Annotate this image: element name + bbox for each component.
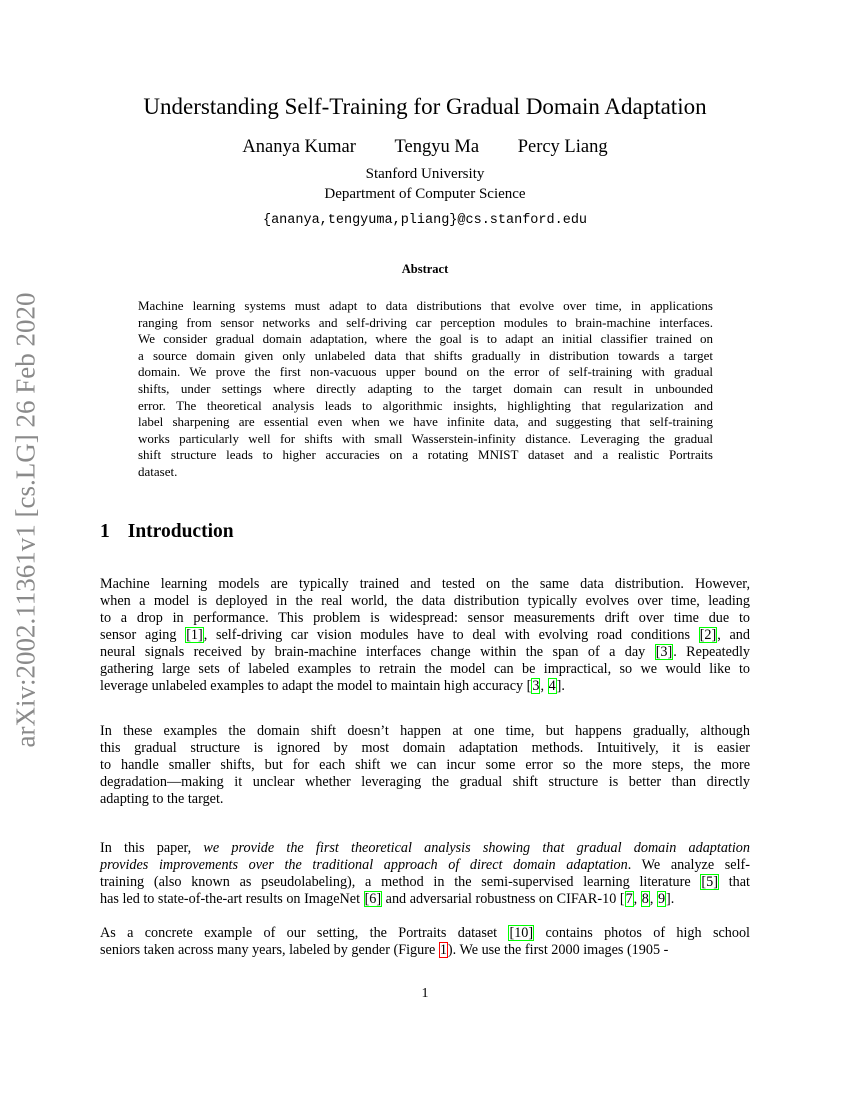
citation-link[interactable]: 4 — [548, 678, 556, 694]
text-line — [100, 739, 750, 757]
citation-link[interactable]: 7 — [625, 891, 633, 907]
text: In these examples the domain shift doesn’t happen at one time, but happens gradually, although — [100, 723, 750, 739]
text-line — [100, 890, 750, 908]
text-line — [100, 677, 750, 695]
paper-title: Understanding Self-Training for Gradual Domain Adaptation — [143, 94, 707, 119]
author: Tengyu Ma — [394, 137, 480, 157]
text: training (also known as pseudolabeling), a method in the semi-supervised learning literature — [100, 874, 701, 890]
text: that — [718, 874, 750, 890]
text-line — [100, 660, 750, 678]
text: sensor aging — [100, 627, 186, 643]
section-heading — [100, 521, 234, 543]
text: ). We use the first 2000 images (1905 - — [447, 942, 669, 958]
text-line — [100, 839, 750, 857]
text-line — [100, 592, 750, 610]
text: degradation—making it unclear whether leveraging the gradual shift structure is better than directly — [100, 774, 750, 790]
text: , — [540, 678, 548, 694]
text-line — [100, 722, 750, 740]
emphasized-text: provides improvements over the traditional approach of direct domain adaptation — [100, 857, 628, 873]
author: Ananya Kumar — [242, 137, 356, 157]
author-list — [0, 137, 850, 158]
section-title: Introduction — [127, 521, 234, 542]
abstract-line: works particularly well for shifts with small Wasserstein-infinity distance. Leveraging the gradual — [138, 430, 713, 446]
text-line — [100, 756, 750, 774]
text: neural signals received by brain-machine interfaces change within the span of a day — [100, 644, 655, 660]
text: adapting to the target. — [100, 791, 224, 807]
citation-link[interactable]: 8 — [641, 891, 649, 907]
citation-link[interactable]: 9 — [657, 891, 666, 907]
affiliation: Stanford University — [365, 166, 485, 182]
citation-link[interactable]: [2] — [699, 627, 717, 643]
text: Machine learning models are typically trained and tested on the same data distribution. However, — [100, 576, 750, 592]
text-line — [100, 856, 750, 874]
text: , self-driving car vision modules have to deal with evolving road conditions — [203, 627, 699, 643]
text: In this paper, — [100, 840, 204, 856]
citation-link[interactable]: [1] — [186, 627, 203, 643]
text-line — [100, 575, 750, 593]
text-line — [100, 626, 750, 644]
arxiv-identifier: arXiv:2002.11361v1 [cs.LG] 26 Feb 2020 — [10, 292, 41, 748]
citation-link[interactable]: [6] — [364, 891, 382, 907]
abstract-line: domain. We prove the first non-vacuous upper bound on the error of self-training with gradual — [138, 364, 713, 380]
text: , — [633, 891, 641, 907]
abstract-line: label sharpening are essential even when we have infinite data, and suggesting that self-training — [138, 414, 713, 430]
text: to handle smaller shifts, but for each shift we can incur some error so the more steps, the more — [100, 757, 750, 773]
figure-reference-link[interactable]: 1 — [439, 942, 447, 958]
emphasized-text: we provide the first theoretical analysis showing that gradual domain adaptation — [203, 840, 750, 856]
text: leverage unlabeled examples to adapt the model to maintain high accuracy [ — [100, 678, 532, 694]
abstract-heading: Abstract — [401, 262, 449, 276]
text: has led to state-of-the-art results on ImageNet — [100, 891, 364, 907]
text: As a concrete example of our setting, the Portraits dataset — [100, 925, 509, 941]
text: this gradual structure is ignored by most domain adaptation methods. Intuitively, it is easier — [100, 740, 750, 756]
abstract-line: error. The theoretical analysis leads to algorithmic insights, highlighting that regularization and — [138, 397, 713, 413]
text: seniors taken across many years, labeled by gender (Figure — [100, 942, 439, 958]
text: . We analyze self- — [627, 857, 750, 873]
citation-link[interactable]: 3 — [532, 678, 540, 694]
text-line — [100, 643, 750, 661]
page-number: 1 — [421, 986, 429, 1001]
text: contains photos of high school — [534, 925, 751, 941]
text: ]. — [556, 678, 565, 694]
abstract-line: ranging from sensor networks and self-driving car perception modules to brain-machine interfaces. — [138, 314, 713, 330]
abstract-line: We consider gradual domain adaptation, where the goal is to adapt an initial classifier trained on — [138, 331, 713, 347]
citation-link[interactable]: [10] — [509, 925, 534, 941]
abstract-line: a source domain given only unlabeled data that shifts gradually in distribution towards a target — [138, 347, 713, 363]
text: , — [649, 891, 657, 907]
citation-link[interactable]: [5] — [701, 874, 718, 890]
text-line — [100, 924, 750, 942]
abstract-line: shift structure leads to higher accuracies on a rotating MNIST dataset and a realistic Portraits — [138, 447, 713, 463]
abstract-line: dataset. — [138, 464, 178, 479]
text-line — [100, 873, 750, 891]
author: Percy Liang — [517, 137, 608, 157]
text: , and — [717, 627, 750, 643]
text: ]. — [666, 891, 675, 907]
department: Department of Computer Science — [324, 186, 526, 202]
section-number: 1 — [100, 521, 110, 542]
author-emails: {ananya,tengyuma,pliang}@cs.stanford.edu — [262, 213, 588, 228]
text-line — [100, 773, 750, 791]
text: gathering large sets of labeled examples to retrain the model can be impractical, so we would like to — [100, 661, 750, 677]
text: and adversarial robustness on CIFAR-10 [ — [382, 891, 625, 907]
citation-link[interactable]: [3] — [655, 644, 673, 660]
abstract-line: shifts, under settings where directly adapting to the target domain can result in unbounded — [138, 381, 713, 396]
text: . Repeatedly — [673, 644, 750, 660]
abstract-line: Machine learning systems must adapt to data distributions that evolve over time, in applications — [138, 298, 713, 313]
text: to a drop in performance. This problem is widespread: sensor measurements drift over time due to — [100, 610, 750, 626]
text-line — [100, 941, 750, 959]
text: when a model is deployed in the real world, the data distribution typically evolves over time, leading — [100, 593, 750, 609]
text-line — [100, 790, 750, 808]
text-line — [100, 609, 750, 627]
